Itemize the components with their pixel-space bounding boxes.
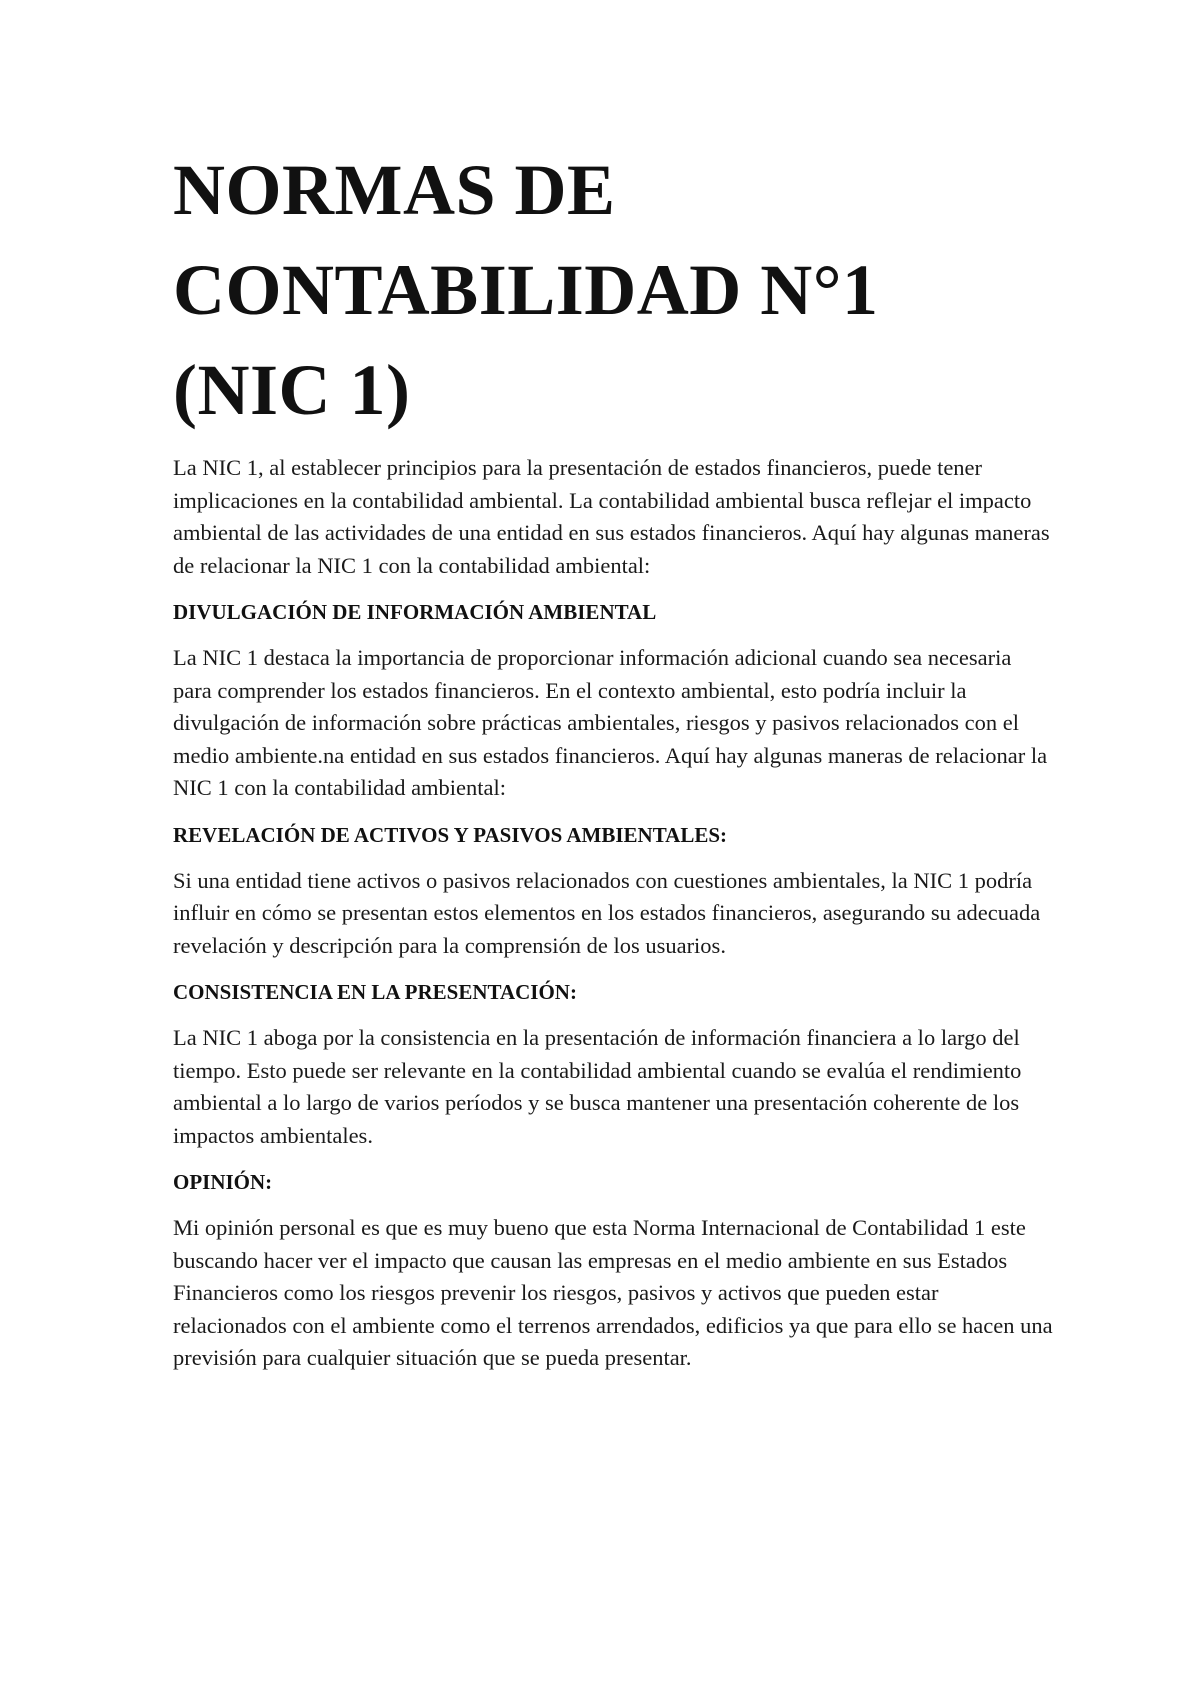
section-body-consistencia: La NIC 1 aboga por la consistencia en la presentación de información financiera a lo largo del tiempo. Esto puede ser relevante en la contabilidad ambiental cuando se evalúa el rendimiento ambiental a lo largo de varios períodos y se busca mantener una presentación coherente de los impactos ambientales. [173, 1025, 1022, 1148]
section-heading-consistencia: CONSISTENCIA EN LA PRESENTACIÓN: [173, 980, 577, 1004]
section-heading-revelacion: REVELACIÓN DE ACTIVOS Y PASIVOS AMBIENTALES: [173, 822, 728, 847]
section-heading-opinion: OPINIÓN: [173, 1170, 273, 1194]
section-body-opinion: Mi opinión personal es que es muy bueno que esta Norma Internacional de Contabilidad 1 este buscando hacer ver el impacto que causan las empresas en el medio ambiente en sus Estados Financieros como los riesgos prevenir los riesgos, pasivos y activos que pueden estar relacionados con el ambiente como el terrenos arrendados, edificios ya que para ello se hacen una previsión para cualquier situación que se pueda presentar. [173, 1215, 1053, 1370]
intro-paragraph: La NIC 1, al establecer principios para la presentación de estados financieros, puede tener implicaciones en la contabilidad ambiental. La contabilidad ambiental busca reflejar el impacto ambiental de las actividades de una entidad en sus estados financieros. Aquí hay algunas maneras de relacionar la NIC 1 con la contabilidad ambiental: [173, 455, 1050, 578]
section-body-revelacion: Si una entidad tiene activos o pasivos relacionados con cuestiones ambientales, la NIC 1 podría influir en cómo se presentan estos elementos en los estados financieros, asegurando su adecuada revelación y descripción para la comprensión de los usuarios. [173, 867, 1041, 958]
title-line-1: NORMAS DE [173, 150, 616, 230]
section-body-divulgacion: La NIC 1 destaca la importancia de proporcionar información adicional cuando sea necesaria para comprender los estados financieros. En el contexto ambiental, esto podría incluir la divulgación de información sobre prácticas ambientales, riesgos y pasivos relacionados con el medio ambiente.na entidad en sus estados financieros. Aquí hay algunas maneras de relacionar la NIC 1 con la contabilidad ambiental: [173, 645, 1048, 800]
document-page [173, 140, 1053, 1375]
title-line-2: CONTABILIDAD N°1 [173, 250, 879, 330]
section-heading-divulgacion: DIVULGACIÓN DE INFORMACIÓN AMBIENTAL [173, 600, 657, 624]
document-title [173, 140, 1053, 440]
title-line-3: (NIC 1) [173, 350, 411, 430]
